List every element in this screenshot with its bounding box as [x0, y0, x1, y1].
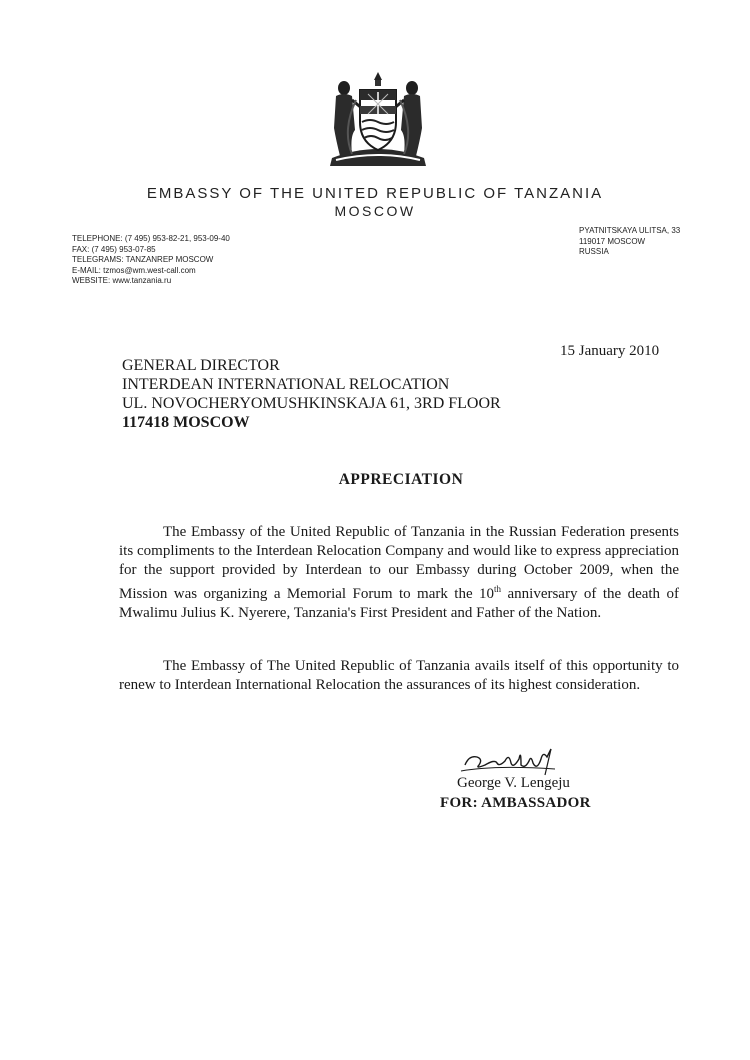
body-paragraph-2	[119, 657, 679, 695]
telegrams-line: TELEGRAMS: TANZANREP MOSCOW	[72, 255, 214, 264]
para1-rest: anniversary of the death of Mwalimu Julius K. Nyerere, Tanzania's First President and Father of the Nation.	[119, 586, 679, 621]
email-line: E-MAIL: tzmos@wm.west-call.com	[72, 265, 196, 275]
embassy-address	[579, 226, 680, 258]
address-street: PYATNITSKAYA ULITSA, 33	[579, 226, 681, 235]
signer-title: FOR: AMBASSADOR	[440, 795, 591, 811]
handwritten-signature	[455, 735, 565, 780]
embassy-title: EMBASSY OF THE UNITED REPUBLIC OF TANZANIA	[146, 185, 604, 202]
letter-date: 15 January 2010	[560, 343, 660, 359]
recipient-city: 117418 MOSCOW	[122, 414, 250, 431]
recipient-company: INTERDEAN INTERNATIONAL RELOCATION	[122, 376, 450, 393]
body-paragraph-1	[119, 523, 679, 623]
recipient-block	[122, 356, 501, 432]
address-city: 119017 MOSCOW	[579, 236, 646, 246]
telephone-line: TELEPHONE: (7 495) 953-82-21, 953-09-40	[72, 234, 230, 243]
recipient-street: UL. NOVOCHERYOMUSHKINSKAJA 61, 3RD FLOOR	[122, 395, 501, 412]
address-country: RUSSIA	[579, 247, 609, 256]
fax-line: FAX: (7 495) 953-07-85	[72, 244, 156, 254]
para1-main: The Embassy of the United Republic of Tanzania in the Russian Federation presents its compliments to the Interdean Relocation Company and would like to express appreciation for the support provided by Interdean to our Embassy during October 2009, when the Mission was organizing a Memorial Forum to mark the 10	[119, 524, 679, 602]
recipient-title: GENERAL DIRECTOR	[122, 357, 280, 374]
contact-details	[72, 234, 230, 287]
website-line: WEBSITE: www.tanzania.ru	[72, 276, 172, 285]
coat-of-arms-emblem	[322, 70, 434, 170]
signer-name: George V. Lengeju	[457, 775, 570, 791]
embassy-city: MOSCOW	[334, 203, 416, 219]
para1-superscript: th	[494, 584, 502, 594]
para2-text: The Embassy of The United Republic of Tanzania avails itself of this opportunity to renew to Interdean International Relocation the assurances of its highest consideration.	[119, 658, 679, 693]
letter-subject: APPRECIATION	[338, 471, 464, 488]
